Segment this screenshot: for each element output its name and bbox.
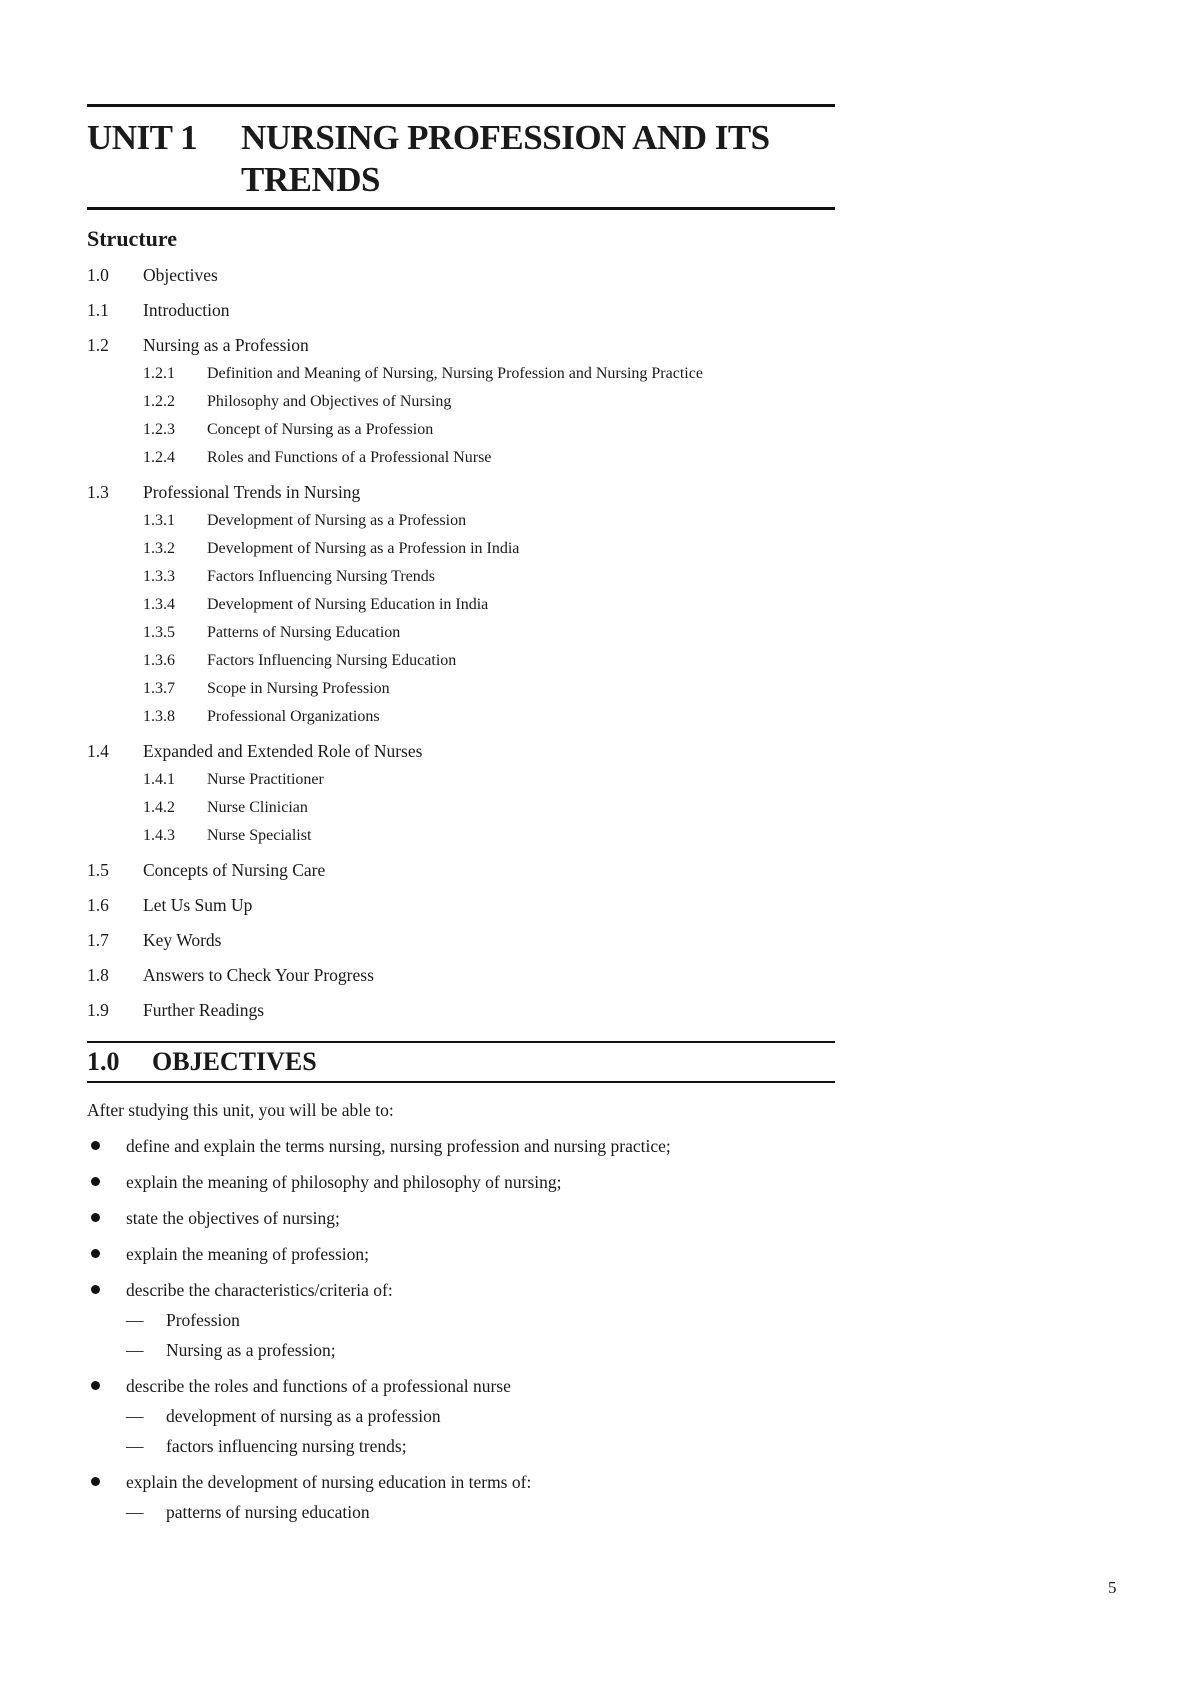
toc-item (87, 623, 835, 643)
objectives-list (87, 1135, 835, 1523)
toc-item-number: 1.2.3 (143, 421, 175, 438)
toc-item-number: 1.5 (87, 860, 109, 880)
toc-item-number: 1.3 (87, 482, 109, 502)
toc-item-text: Patterns of Nursing Education (207, 624, 401, 641)
toc-item-number: 1.8 (87, 965, 109, 985)
objective-bullet (87, 1171, 835, 1193)
dash-marker: — (126, 1406, 144, 1426)
objective-sub-item (126, 1309, 835, 1331)
toc-item-text: Roles and Functions of a Professional Nurse (207, 449, 492, 466)
toc-item (87, 264, 835, 286)
toc-item-number: 1.6 (87, 895, 109, 915)
objectives-section-title: OBJECTIVES (152, 1047, 317, 1076)
toc-item-text: Introduction (143, 300, 230, 320)
objective-sub-item (126, 1501, 835, 1523)
dash-marker: — (126, 1502, 144, 1522)
objective-bullet (87, 1207, 835, 1229)
toc-item (87, 964, 835, 986)
toc-item-text: Development of Nursing as a Profession (207, 512, 467, 529)
objective-sub-item (126, 1339, 835, 1361)
toc-item-number: 1.4.3 (143, 827, 175, 844)
toc-item-text: Concept of Nursing as a Profession (207, 421, 434, 438)
toc-item-text: Professional Trends in Nursing (143, 482, 361, 502)
objectives-section-number: 1.0 (87, 1047, 120, 1076)
toc-item (87, 826, 835, 846)
objective-sub-item (126, 1405, 835, 1427)
objective-text: describe the roles and functions of a professional nurse (126, 1376, 511, 1396)
toc-item-number: 1.4 (87, 741, 109, 761)
objective-bullet (87, 1471, 835, 1493)
toc-item (87, 392, 835, 412)
toc-item-number: 1.2.1 (143, 365, 175, 382)
toc-item-text: Key Words (143, 930, 222, 950)
toc-item-text: Further Readings (143, 1000, 265, 1020)
page-content (87, 104, 835, 1523)
toc-item-text: Expanded and Extended Role of Nurses (143, 741, 423, 761)
toc-item-number: 1.3.3 (143, 568, 175, 585)
structure-heading: Structure (87, 226, 178, 251)
objective-sub-text: patterns of nursing education (166, 1502, 370, 1522)
toc-item (87, 651, 835, 671)
toc-item (87, 567, 835, 587)
toc-item-number: 1.3.1 (143, 512, 175, 529)
dash-marker: — (126, 1340, 144, 1360)
toc-item (87, 707, 835, 727)
bullet-dot-icon (87, 1171, 126, 1193)
toc-item-number: 1.3.5 (143, 624, 175, 641)
objective-bullet (87, 1243, 835, 1265)
toc-item-number: 1.3.8 (143, 708, 175, 725)
objectives-heading (87, 1041, 835, 1083)
toc-item (87, 364, 835, 384)
dash-marker: — (126, 1436, 144, 1456)
objective-text: describe the characteristics/criteria of: (126, 1280, 393, 1300)
toc-item (87, 481, 835, 503)
toc-item-text: Factors Influencing Nursing Education (207, 652, 457, 669)
toc-item-text: Objectives (143, 265, 218, 285)
toc-item (87, 798, 835, 818)
toc-item-text: Nurse Practitioner (207, 771, 324, 788)
toc-item-number: 1.3.6 (143, 652, 175, 669)
toc-item (87, 859, 835, 881)
toc-item-number: 1.3.2 (143, 540, 175, 557)
bullet-dot-icon (87, 1375, 126, 1397)
toc-item-number: 1.4.1 (143, 771, 175, 788)
toc-item-number: 1.2 (87, 335, 109, 355)
toc-item (87, 511, 835, 531)
unit-label: UNIT 1 (87, 118, 198, 157)
toc-item-text: Nursing as a Profession (143, 335, 309, 355)
objective-sub-text: Nursing as a profession; (166, 1340, 336, 1360)
structure-list (87, 264, 835, 1021)
toc-item (87, 595, 835, 615)
objective-sub-item (126, 1435, 835, 1457)
bullet-dot-icon (87, 1135, 126, 1157)
toc-item-text: Scope in Nursing Profession (207, 680, 390, 697)
bullet-dot-icon (87, 1243, 126, 1265)
objective-bullet (87, 1135, 835, 1157)
objective-sub-text: factors influencing nursing trends; (166, 1436, 407, 1456)
toc-item-number: 1.3.7 (143, 680, 175, 697)
toc-item-text: Definition and Meaning of Nursing, Nursing Profession and Nursing Practice (207, 365, 703, 382)
objective-text: explain the meaning of profession; (126, 1244, 369, 1264)
toc-item (87, 448, 835, 468)
toc-item (87, 999, 835, 1021)
toc-item-text: Concepts of Nursing Care (143, 860, 326, 880)
toc-item-number: 1.9 (87, 1000, 109, 1020)
toc-item-text: Factors Influencing Nursing Trends (207, 568, 435, 585)
page-number: 5 (1108, 1578, 1117, 1597)
toc-item-number: 1.2.2 (143, 393, 175, 410)
objective-text: define and explain the terms nursing, nursing profession and nursing practice; (126, 1136, 671, 1156)
objective-bullet (87, 1375, 835, 1397)
toc-item-number: 1.2.4 (143, 449, 175, 466)
toc-item (87, 929, 835, 951)
toc-item (87, 334, 835, 356)
toc-item-number: 1.7 (87, 930, 109, 950)
toc-item-text: Nurse Specialist (207, 827, 312, 844)
unit-title: NURSING PROFESSION AND ITS TRENDS (241, 118, 770, 199)
objective-text: explain the development of nursing education in terms of: (126, 1472, 532, 1492)
bullet-dot-icon (87, 1279, 126, 1301)
objective-text: explain the meaning of philosophy and philosophy of nursing; (126, 1172, 562, 1192)
unit-header (87, 104, 835, 210)
toc-item-text: Nurse Clinician (207, 799, 308, 816)
toc-item (87, 770, 835, 790)
toc-item-number: 1.4.2 (143, 799, 175, 816)
toc-item-text: Let Us Sum Up (143, 895, 253, 915)
toc-item-text: Development of Nursing Education in India (207, 596, 489, 613)
objective-sub-text: Profession (166, 1310, 240, 1330)
objectives-intro: After studying this unit, you will be able to: (87, 1100, 394, 1120)
objective-sub-text: development of nursing as a profession (166, 1406, 441, 1426)
dash-marker: — (126, 1310, 144, 1330)
bullet-dot-icon (87, 1207, 126, 1229)
toc-item-text: Development of Nursing as a Profession in India (207, 540, 520, 557)
objective-bullet (87, 1279, 835, 1301)
toc-item-text: Philosophy and Objectives of Nursing (207, 393, 452, 410)
objective-text: state the objectives of nursing; (126, 1208, 340, 1228)
toc-item (87, 420, 835, 440)
toc-item-text: Answers to Check Your Progress (143, 965, 374, 985)
toc-item (87, 299, 835, 321)
toc-item (87, 894, 835, 916)
bullet-dot-icon (87, 1471, 126, 1493)
toc-item (87, 740, 835, 762)
toc-item-number: 1.0 (87, 265, 109, 285)
toc-item-text: Professional Organizations (207, 708, 380, 725)
toc-item (87, 539, 835, 559)
toc-item-number: 1.3.4 (143, 596, 175, 613)
toc-item-number: 1.1 (87, 300, 109, 320)
toc-item (87, 679, 835, 699)
